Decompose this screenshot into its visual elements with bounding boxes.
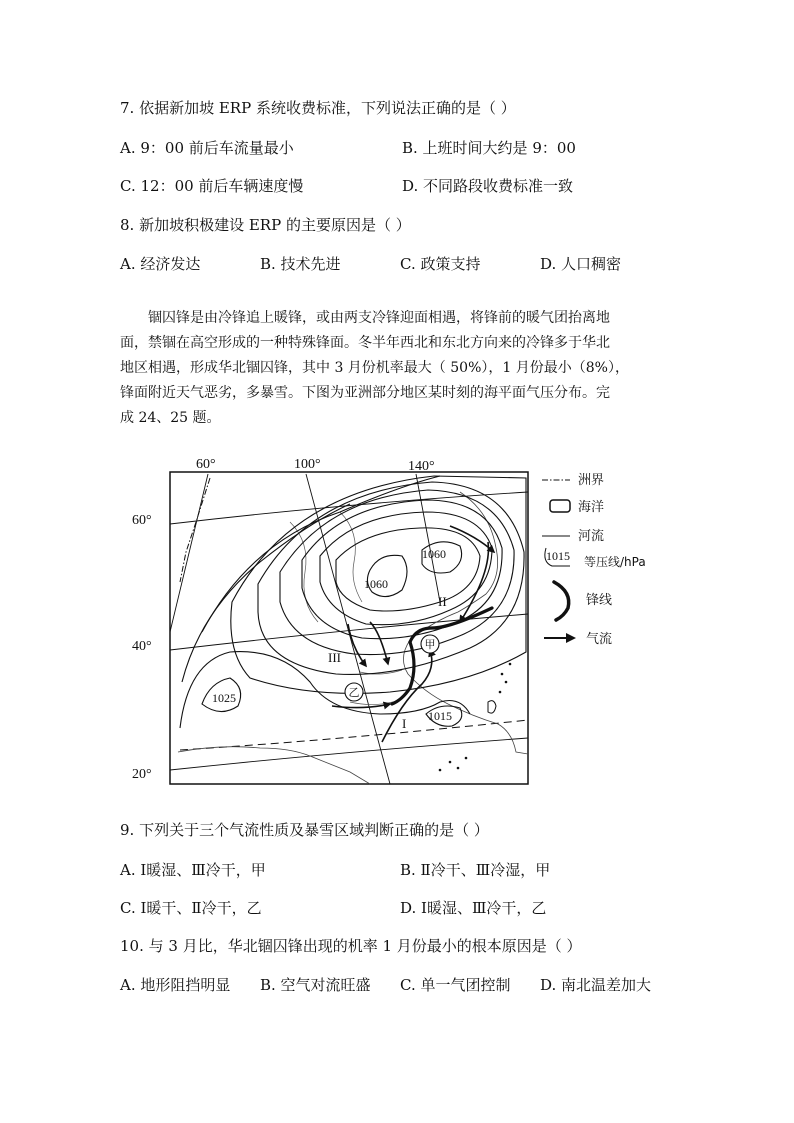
pressure-map-figure xyxy=(132,452,680,788)
question-8-stem: 8. 新加坡积极建设 ERP 的主要原因是（ ） xyxy=(120,216,411,234)
passage-line-3: 地区相遇，形成华北锢囚锋，其中 3 月份机率最大（ 50%），1 月份最小（8%）， xyxy=(120,360,629,376)
airflow-label-iii: III xyxy=(328,650,341,665)
lat-label-60: 60° xyxy=(132,513,152,528)
question-10-stem: 10. 与 3 月比，华北锢囚锋出现的机率 1 月份最小的根本原因是（ ） xyxy=(120,937,582,955)
legend-ocean-label: 海洋 xyxy=(578,500,605,515)
passage-line-2: 面，禁锢在高空形成的一种特殊锋面。冬半年西北和东北方向来的冷锋多于华北 xyxy=(120,335,610,351)
location-jia-label: 甲 xyxy=(424,638,436,651)
isobar-label-1015: 1015 xyxy=(428,709,452,723)
legend-airflow-label: 气流 xyxy=(586,632,613,647)
lon-label-100: 100° xyxy=(294,457,321,472)
question-10-option-a: A. 地形阻挡明显 xyxy=(120,976,231,994)
isobar-label-1060-center: 1060 xyxy=(364,577,388,591)
question-10-option-b: B. 空气对流旺盛 xyxy=(260,976,371,994)
legend-front-label: 锋线 xyxy=(586,593,613,608)
passage-line-1: 锢囚锋是由冷锋追上暖锋，或由两支冷锋迎面相遇，将锋前的暖气团抬离地 xyxy=(148,310,610,326)
isobar-label-1060-east: 1060 xyxy=(422,547,446,561)
airflow-label-i: I xyxy=(402,716,407,731)
question-9-option-c: C. Ⅰ暖干、Ⅱ冷干，乙 xyxy=(120,899,262,917)
question-10-option-d: D. 南北温差加大 xyxy=(540,976,652,994)
question-7-stem: 7. 依据新加坡 ERP 系统收费标准，下列说法正确的是（ ） xyxy=(120,99,516,117)
passage-line-4: 锋面附近天气恶劣，多暴雪。下图为亚洲部分地区某时刻的海平面气压分布。完 xyxy=(120,385,610,401)
question-8-option-a: A. 经济发达 xyxy=(120,255,201,273)
airflow-label-ii: II xyxy=(438,594,447,609)
question-7-option-a: A. 9：00 前后车流量最小 xyxy=(120,139,294,157)
reading-passage xyxy=(120,306,690,431)
map-legend xyxy=(542,473,646,647)
question-10-option-c: C. 单一气团控制 xyxy=(400,976,511,994)
question-9-option-d: D. Ⅰ暖湿、Ⅲ冷干，乙 xyxy=(400,899,547,917)
lat-label-20: 20° xyxy=(132,767,152,782)
question-9-option-a: A. Ⅰ暖湿、Ⅲ冷干，甲 xyxy=(120,861,266,879)
lon-label-60: 60° xyxy=(196,457,216,472)
legend-isobar-sample: 1015 xyxy=(546,549,570,563)
question-7-option-b: B. 上班时间大约是 9：00 xyxy=(402,139,576,157)
legend-boundary-label: 洲界 xyxy=(578,473,605,488)
legend-river-label: 河流 xyxy=(578,529,605,544)
lat-label-40: 40° xyxy=(132,639,152,654)
passage-line-5: 成 24、25 题。 xyxy=(120,410,221,426)
legend-isobar-label: 等压线/hPa xyxy=(584,555,646,569)
lon-label-140: 140° xyxy=(408,459,435,474)
question-9-option-b: B. Ⅱ冷干、Ⅲ冷湿，甲 xyxy=(400,861,551,879)
isobar-label-1025: 1025 xyxy=(212,691,236,705)
question-7-option-c: C. 12：00 前后车辆速度慢 xyxy=(120,177,304,195)
legend-front-swatch xyxy=(554,582,569,620)
question-9-stem: 9. 下列关于三个气流性质及暴雪区域判断正确的是（ ） xyxy=(120,821,489,839)
legend-ocean-swatch xyxy=(550,500,570,512)
question-8-option-d: D. 人口稠密 xyxy=(540,255,622,273)
question-8-option-b: B. 技术先进 xyxy=(260,255,341,273)
map-area xyxy=(132,457,528,784)
question-7-option-d: D. 不同路段收费标准一致 xyxy=(402,177,574,195)
location-yi-label: 乙 xyxy=(348,686,360,699)
question-8-option-c: C. 政策支持 xyxy=(400,255,481,273)
